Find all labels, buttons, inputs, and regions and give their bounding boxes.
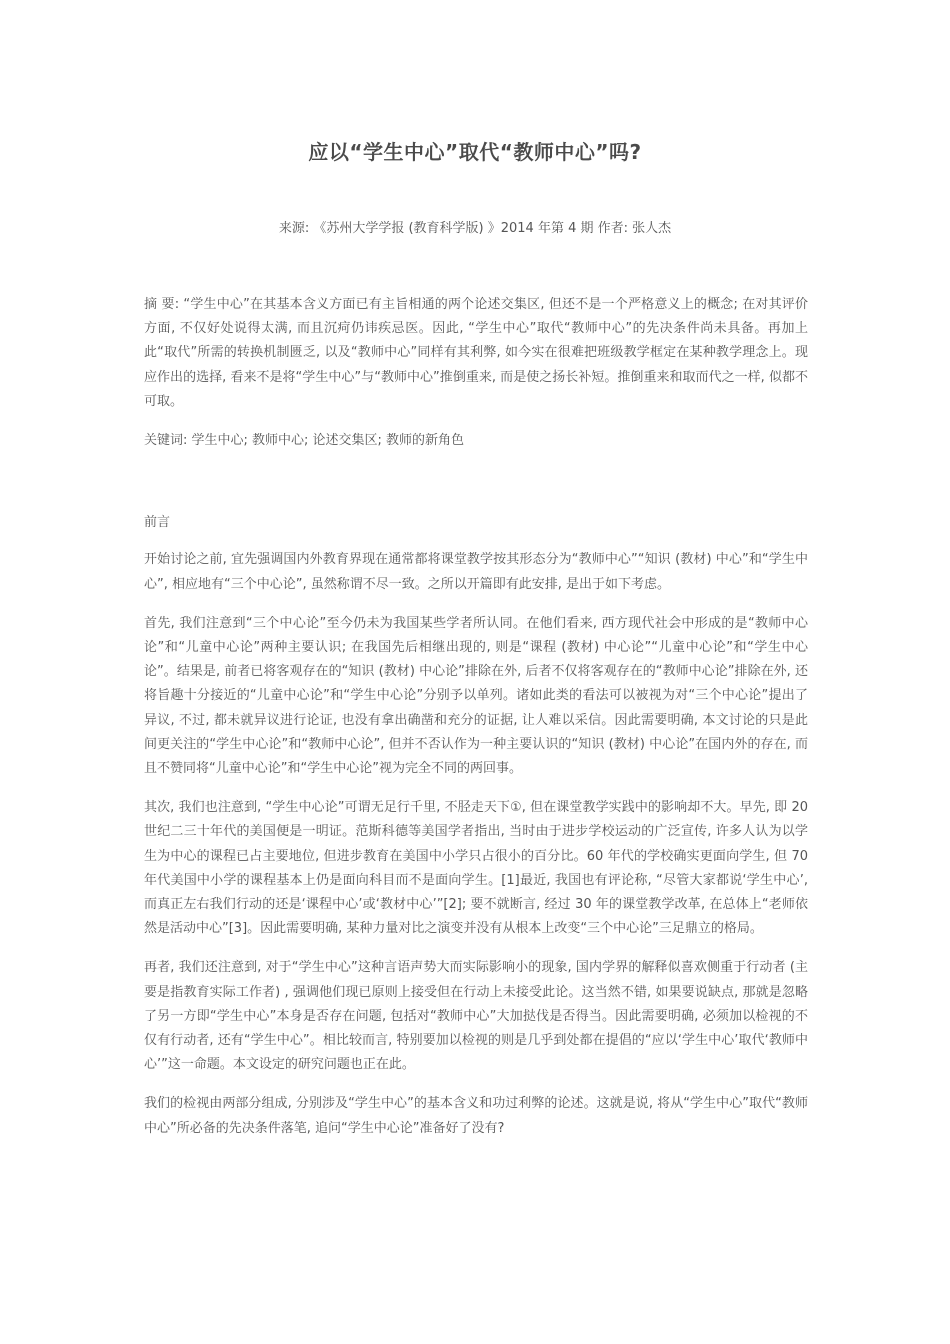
section-heading: 前言 [144, 515, 171, 531]
document-body [144, 293, 808, 1156]
body-paragraph-4: 再者, 我们还注意到, 对于“学生中心”这种言语声势大而实际影响小的现象, 国内学界的解释似喜欢侧重于行动者 (主要是指教育实际工作者) , 强调他们现已原则上接受但在行动上未接受此论。这当然不错, 如果要说缺点, 那就是忽略了另一方即“学生中心”本身是否存在问题, 包括对“教师中心”大加挞伐是否得当。因此需要明确, 必须加以检视的不仅有行动者, 还有“学生中心”。相比较而言, 特别要加以检视的则是几乎到处都在提倡的“应以‘学生中心’取代‘教师中心’”这一命题。本文设定的研究问题也正在此。 [144, 960, 808, 1073]
source-line: 来源: 《苏州大学学报 (教育科学版) 》2014 年第 4 期 作者: 张人杰 [278, 221, 672, 236]
body-paragraph-2: 首先, 我们注意到“三个中心论”至今仍未为我国某些学者所认同。在他们看来, 西方现代社会中形成的是“教师中心论”和“儿童中心论”两种主要认识; 在我国先后相继出现的, 则是“课程 (教材) 中心论”“儿童中心论”和“学生中心论”。结果是, 前者已将客观存在的“知识 (教材) 中心论”排除在外, 后者不仅将客观存在的“教师中心论”排除在外, 还将旨趣十分接近的“儿童中心论”和“学生中心论”分别予以单列。诸如此类的看法可以被视为对“三个中心论”提出了异议, 不过, 都未就异议进行论证, 也没有拿出确凿和充分的证据, 让人难以采信。因此需要明确, 本文讨论的只是此间更关注的“学生中心论”和“教师中心论”, 但并不否认作为一种主要认识的“知识 (教材) 中心论”在国内外的存在, 而且不赞同将“儿童中心论”和“学生中心论”视为完全不同的两回事。 [144, 615, 808, 777]
body-paragraph-1: 开始讨论之前, 宜先强调国内外教育界现在通常都将课堂教学按其形态分为“教师中心”“知识 (教材) 中心”和“学生中心”, 相应地有“三个中心论”, 虽然称谓不尽一致。之所以开篇即有此安排, 是出于如下考虑。 [144, 552, 808, 592]
body-paragraph-3: 其次, 我们也注意到, “学生中心论”可谓无足行千里, 不胫走天下①, 但在课堂教学实践中的影响却不大。早先, 即 20 世纪二三十年代的美国便是一明证。范斯科德等美国学者指出, 当时由于进步学校运动的广泛宣传, 许多人认为以学生为中心的课程已占主要地位, 但进步教育在美国中小学只占很小的百分比。60 年代的学校确实更面向学生, 但 70 年代美国中小学的课程基本上仍是面向科目而不是面向学生。[1]最近, 我国也有评论称, “尽管大家都说‘学生中心’, 而真正左右我们行动的还是‘课程中心’或‘教材中心’”[2]; 要不就断言, 经过 30 年的课堂教学改革, 在总体上“老师依然是活动中心”[3]。因此需要明确, 某种力量对比之演变并没有从根本上改变“三个中心论”三足鼎立的格局。 [144, 800, 808, 937]
body-paragraph-5: 我们的检视由两部分组成, 分别涉及“学生中心”的基本含义和功过利弊的论述。这就是说, 将从“学生中心”取代“教师中心”所必备的先决条件落笔, 追问“学生中心论”准备好了没有? [144, 1096, 808, 1136]
keywords-line: 关键词: 学生中心; 教师中心; 论述交集区; 教师的新角色 [144, 433, 465, 449]
abstract-paragraph: 摘 要: “学生中心”在其基本含义方面已有主旨相通的两个论述交集区, 但还不是一个严格意义上的概念; 在对其评价方面, 不仅好处说得太满, 而且沉疴仍讳疾忌医。因此, “学生中心”取代“教师中心”的先决条件尚未具备。再加上此“取代”所需的转换机制匮乏, 以及“教师中心”同样有其利弊, 如今实在很难把班级教学框定在某种教学理念上。现应作出的选择, 看来不是将“学生中心”与“教师中心”推倒重来, 而是使之扬长补短。推倒重来和取而代之一样, 似都不可取。 [144, 297, 808, 409]
document-title: 应以“学生中心”取代“教师中心”吗? [308, 140, 642, 164]
